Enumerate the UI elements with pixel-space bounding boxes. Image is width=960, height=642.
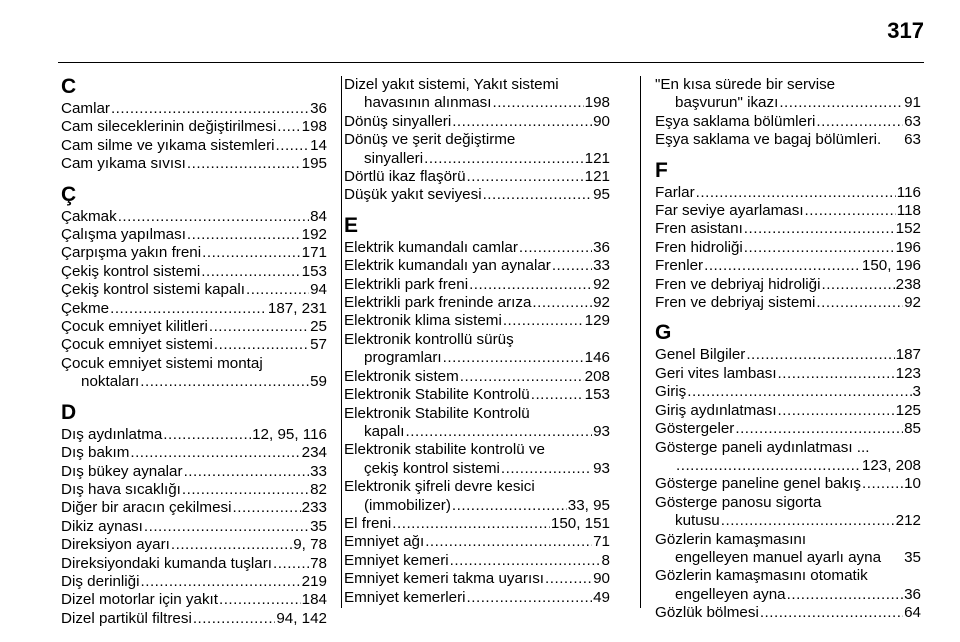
index-entry-page: 33	[593, 257, 610, 275]
index-entry-page: 208	[584, 367, 610, 385]
index-entry	[61, 518, 327, 536]
index-entry	[655, 257, 921, 275]
index-entry-page: 93	[593, 422, 610, 440]
dot-leader	[778, 402, 895, 420]
index-entry-page: 118	[896, 202, 921, 220]
index-entry-text: El freni	[344, 514, 392, 532]
index-entry-page: 36	[593, 238, 610, 256]
dot-leader	[209, 318, 309, 336]
index-entry-page: 187	[895, 346, 921, 364]
dot-leader	[760, 604, 903, 622]
index-entry-text: programları	[364, 349, 442, 367]
index-entry	[655, 402, 921, 420]
index-entry-page: 94, 142	[276, 609, 327, 627]
dot-leader	[519, 239, 592, 257]
index-entry	[344, 368, 610, 386]
dot-leader	[424, 150, 584, 168]
dot-leader	[816, 113, 903, 131]
dot-leader	[450, 552, 601, 570]
index-entry-text: engelleyen manuel ayarlı ayna	[675, 548, 882, 566]
index-entry-text: Dizel partikül filtresi	[61, 609, 192, 627]
index-entry-page: 90	[593, 570, 610, 588]
index-entry	[61, 300, 327, 318]
index-entry	[61, 318, 327, 336]
index-entry	[344, 349, 610, 367]
index-entry-text: Fren ve debriyaj sistemi	[655, 294, 816, 312]
index-entry-page: 36	[904, 585, 921, 603]
index-letter-heading: G	[655, 321, 672, 345]
index-entry	[61, 573, 327, 591]
index-entry	[344, 113, 610, 131]
index-entry	[344, 497, 610, 515]
dot-leader	[532, 294, 592, 312]
index-entry-text: kutusu	[675, 512, 720, 530]
dot-leader	[443, 349, 584, 367]
index-entry	[61, 208, 327, 226]
index-entry-line: Elektronik kontrollü sürüş	[344, 330, 514, 348]
index-entry	[344, 552, 610, 570]
index-entry	[61, 373, 327, 391]
index-entry-text: engelleyen ayna	[675, 585, 786, 603]
dot-leader	[219, 591, 301, 609]
dot-leader	[545, 570, 592, 588]
index-entry-text: Çekiş kontrol sistemi kapalı	[61, 281, 246, 299]
index-entry-page: 33	[310, 462, 327, 480]
index-entry	[344, 94, 610, 112]
index-entry-page: 14	[310, 136, 327, 154]
dot-leader	[821, 276, 894, 294]
index-entry-page: 121	[584, 168, 610, 186]
index-entry-page: 212	[895, 512, 921, 530]
index-entry-page: 10	[904, 475, 921, 493]
index-entry-text: Dikiz aynası	[61, 517, 143, 535]
index-entry	[61, 336, 327, 354]
dot-leader	[144, 518, 309, 536]
index-entry-line: Gösterge paneli aydınlatması ...	[655, 438, 870, 456]
dot-leader	[460, 368, 584, 386]
page-number: 317	[887, 18, 924, 43]
index-entry-text: Elektrikli park freninde arıza	[344, 294, 532, 312]
index-entry	[344, 515, 610, 533]
index-entry	[61, 481, 327, 499]
index-entry-text: Genel Bilgiler	[655, 346, 746, 364]
index-entry-text: Çekiş kontrol sistemi	[61, 262, 201, 280]
index-entry-text: Cam yıkama sıvısı	[61, 155, 186, 173]
dot-leader	[141, 573, 301, 591]
index-entry-page: 153	[584, 386, 610, 404]
index-entry-text: Camlar	[61, 100, 110, 117]
index-entry-page: 125	[895, 401, 921, 419]
dot-leader	[277, 118, 300, 136]
index-entry-text: Frenler	[655, 257, 704, 275]
index-entry-page: 153	[301, 262, 327, 280]
index-entry	[655, 586, 921, 604]
index-entry-page: 8	[601, 551, 610, 569]
dot-leader	[425, 533, 592, 551]
index-entry-page: 187, 231	[267, 299, 327, 317]
dot-leader	[805, 202, 896, 220]
dot-leader	[193, 610, 275, 628]
index-entry-line: Elektronik şifreli devre kesici	[344, 478, 535, 496]
index-entry-text: Dış aydınlatma	[61, 425, 163, 443]
index-entry-page: 3	[912, 383, 921, 401]
index-entry-text: Emniyet kemerleri	[344, 588, 466, 606]
index-entry-text: Çalışma yapılması	[61, 226, 186, 244]
index-entry	[344, 186, 610, 204]
index-letter-heading: D	[61, 400, 77, 424]
index-column-3	[655, 76, 921, 623]
index-entry-text: Far seviye ayarlaması	[655, 202, 804, 220]
index-entry-text: Cam silme ve yıkama sistemleri	[61, 136, 275, 154]
dot-leader	[469, 276, 592, 294]
index-entry-page: 116	[896, 183, 921, 201]
index-entry-page: 95	[593, 186, 610, 204]
index-entry-text: Dış bakım	[61, 444, 130, 462]
index-letter-heading: Ç	[61, 182, 77, 206]
index-entry	[61, 100, 327, 118]
index-entry-line: Gözlerin kamaşmasını	[655, 530, 807, 548]
index-entry	[655, 457, 921, 475]
dot-leader	[201, 263, 300, 281]
column-divider	[341, 76, 342, 608]
dot-leader	[531, 386, 584, 404]
index-entry-text: Çocuk emniyet kilitleri	[61, 318, 208, 336]
index-entry-text: Elektronik sistem	[344, 367, 459, 385]
index-entry	[655, 202, 921, 220]
index-entry-text: Çakmak	[61, 207, 117, 225]
index-entry	[655, 383, 921, 401]
index-entry-page: 129	[584, 312, 610, 330]
index-entry-page: 192	[301, 226, 327, 244]
index-letter-heading: E	[344, 213, 359, 237]
index-entry	[655, 475, 921, 493]
index-entry-text: (immobilizer)	[364, 496, 451, 514]
dot-leader	[392, 515, 550, 533]
dot-leader	[233, 499, 301, 517]
index-entry-line: "En kısa sürede bir servise	[655, 76, 836, 93]
index-entry	[655, 365, 921, 383]
dot-leader	[735, 420, 903, 438]
index-entry-text: Eşya saklama ve bagaj bölümleri.	[655, 131, 882, 149]
index-entry	[344, 239, 610, 257]
dot-leader	[467, 168, 584, 186]
index-entry	[655, 220, 921, 238]
index-entry	[61, 444, 327, 462]
index-entry-text: sinyalleri	[364, 149, 424, 167]
index-entry	[61, 499, 327, 517]
index-entry	[655, 94, 921, 112]
dot-leader	[687, 383, 911, 401]
dot-leader	[202, 244, 301, 262]
column-divider	[640, 76, 641, 608]
index-entry	[344, 294, 610, 312]
index-entry	[344, 570, 610, 588]
dot-leader	[110, 300, 267, 318]
index-entry-page: 196	[895, 238, 921, 256]
index-entry-text: Diğer bir aracın çekilmesi	[61, 499, 232, 517]
index-entry-page: 93	[593, 459, 610, 477]
index-entry	[655, 346, 921, 364]
index-entry-text: havasının alınması	[364, 94, 492, 112]
index-entry	[655, 604, 921, 622]
index-entry-page: 36	[310, 100, 327, 117]
index-entry	[344, 276, 610, 294]
dot-leader	[492, 94, 583, 112]
index-entry-page: 63	[904, 131, 921, 149]
index-entry-text: Emniyet kemeri takma uyarısı	[344, 570, 545, 588]
index-entry-line: Elektronik Stabilite Kontrolü	[344, 404, 530, 422]
index-entry-page: 91	[904, 94, 921, 112]
index-entry-text: Diş derinliği	[61, 572, 140, 590]
index-entry	[61, 426, 327, 444]
dot-leader	[130, 444, 300, 462]
index-entry-page: 195	[301, 155, 327, 173]
index-entry-line: Elektronik stabilite kontrolü ve	[344, 441, 545, 459]
index-entry	[344, 460, 610, 478]
index-entry-page: 121	[584, 149, 610, 167]
index-entry	[655, 239, 921, 257]
index-entry-page: 64	[904, 604, 921, 622]
dot-leader	[111, 100, 309, 118]
index-entry-text: Dış bükey aynalar	[61, 462, 183, 480]
index-entry-text: Gösterge paneline genel bakış	[655, 475, 862, 493]
index-entry	[344, 312, 610, 330]
index-entry-text: Fren ve debriyaj hidroliği	[655, 275, 821, 293]
index-entry	[61, 155, 327, 173]
index-entry-text: Giriş	[655, 383, 687, 401]
dot-leader	[246, 281, 309, 299]
index-entry-text: Elektronik klima sistemi	[344, 312, 502, 330]
index-entry-text: Dizel motorlar için yakıt	[61, 591, 218, 609]
index-entry-text: Dönüş sinyalleri	[344, 112, 452, 130]
index-entry-text: çekiş kontrol sistemi	[364, 459, 500, 477]
index-entry-page: 238	[895, 275, 921, 293]
index-entry-page: 184	[301, 591, 327, 609]
index-column-1	[61, 76, 327, 628]
dot-leader	[816, 294, 903, 312]
index-entry	[61, 591, 327, 609]
dot-leader	[276, 137, 310, 155]
index-column-2	[344, 76, 610, 607]
index-entry-page: 92	[904, 294, 921, 312]
dot-leader	[140, 373, 309, 391]
dot-leader	[696, 184, 896, 202]
index-entry-page: 198	[584, 94, 610, 112]
dot-leader	[744, 239, 895, 257]
index-entry	[61, 610, 327, 628]
index-entry-text: Cam sileceklerinin değiştirilmesi	[61, 118, 277, 136]
index-entry	[61, 118, 327, 136]
index-entry-page: 146	[584, 349, 610, 367]
index-entry-page: 123	[895, 364, 921, 382]
index-entry-page: 152	[895, 220, 921, 238]
index-entry-page: 92	[593, 275, 610, 293]
index-entry-text: Göstergeler	[655, 420, 735, 438]
index-entry-line: Çocuk emniyet sistemi montaj	[61, 354, 263, 372]
index-entry	[61, 555, 327, 573]
index-entry-page: 234	[301, 444, 327, 462]
index-entry-text: Geri vites lambası	[655, 364, 777, 382]
index-entry-page: 92	[593, 294, 610, 312]
index-entry-text: Düşük yakıt seviyesi	[344, 186, 482, 204]
index-entry-text: Gözlük bölmesi	[655, 604, 759, 622]
index-entry-page: 63	[904, 112, 921, 130]
index-entry	[655, 512, 921, 530]
index-entry-page: 59	[310, 373, 327, 391]
index-entry-text: noktaları	[81, 373, 140, 391]
index-entry-text: Çocuk emniyet sistemi	[61, 336, 213, 354]
index-entry	[344, 423, 610, 441]
index-entry-text: Elektrik kumandalı yan aynalar	[344, 257, 551, 275]
index-entry	[344, 168, 610, 186]
index-entry-page: 9, 78	[293, 536, 327, 554]
index-entry-page: 85	[904, 420, 921, 438]
dot-leader	[501, 460, 592, 478]
index-entry	[344, 533, 610, 551]
index-entry	[655, 184, 921, 202]
index-entry-page: 25	[310, 318, 327, 336]
index-entry-page: 78	[310, 554, 327, 572]
dot-leader	[676, 457, 861, 475]
dot-leader	[118, 208, 309, 226]
dot-leader	[452, 497, 567, 515]
index-entry-page: 90	[593, 112, 610, 130]
index-entry-page: 57	[310, 336, 327, 354]
index-entry	[344, 150, 610, 168]
dot-leader	[746, 346, 894, 364]
index-entry-text: Direksiyondaki kumanda tuşları	[61, 554, 273, 572]
index-entry	[655, 276, 921, 294]
dot-leader	[787, 586, 903, 604]
index-entry	[61, 137, 327, 155]
index-entry-page: 171	[301, 244, 327, 262]
index-entry-text: Direksiyon ayarı	[61, 536, 170, 554]
index-entry	[61, 244, 327, 262]
dot-leader	[467, 589, 593, 607]
index-entry-page: 123, 208	[861, 456, 921, 474]
index-entry	[61, 463, 327, 481]
index-entry-page: 219	[301, 572, 327, 590]
dot-leader	[452, 113, 592, 131]
index-entry-text: Elektronik Stabilite Kontrolü	[344, 386, 530, 404]
index-entry-text: başvurun" ikazı	[675, 94, 779, 112]
index-entry-page: 49	[593, 588, 610, 606]
index-entry-page: 35	[904, 548, 921, 566]
dot-leader	[184, 463, 310, 481]
dot-leader	[171, 536, 292, 554]
index-entry	[655, 420, 921, 438]
index-entry	[344, 386, 610, 404]
dot-leader	[483, 186, 593, 204]
index-entry	[344, 257, 610, 275]
dot-leader	[721, 512, 895, 530]
index-entry-page: 94	[310, 281, 327, 299]
index-entry-text: Giriş aydınlatması	[655, 401, 777, 419]
index-entry	[655, 294, 921, 312]
index-entry-page: 35	[310, 517, 327, 535]
index-entry	[61, 281, 327, 299]
dot-leader	[273, 555, 309, 573]
index-entry-page: 150, 196	[861, 257, 921, 275]
header-rule	[58, 62, 924, 63]
dot-leader	[862, 475, 903, 493]
index-entry	[655, 113, 921, 131]
index-entry-page: 12, 95, 116	[252, 425, 327, 443]
dot-leader	[187, 226, 301, 244]
index-entry-text: Emniyet kemeri	[344, 551, 449, 569]
dot-leader	[779, 94, 903, 112]
index-entry-text: Emniyet ağı	[344, 533, 425, 551]
dot-leader	[163, 426, 251, 444]
index-entry-page: 71	[593, 533, 610, 551]
index-entry-line: Gösterge panosu sigorta	[655, 493, 822, 511]
index-entry	[655, 549, 921, 567]
dot-leader	[503, 312, 584, 330]
dot-leader	[744, 220, 895, 238]
index-entry	[655, 131, 921, 149]
index-entry-page: 150, 151	[550, 514, 610, 532]
index-entry-page: 33, 95	[567, 496, 610, 514]
index-entry-line: Dönüş ve şerit değiştirme	[344, 131, 516, 149]
index-letter-heading: C	[61, 75, 77, 98]
dot-leader	[182, 481, 309, 499]
index-entry	[61, 536, 327, 554]
index-letter-heading: F	[655, 158, 668, 182]
index-entry-text: Elektrik kumandalı camlar	[344, 238, 518, 256]
index-entry-text: Dörtlü ikaz flaşörü	[344, 168, 466, 186]
index-entry-text: Dış hava sıcaklığı	[61, 480, 181, 498]
index-entry-text: Çarpışma yakın freni	[61, 244, 202, 262]
dot-leader	[778, 365, 895, 383]
index-entry	[344, 589, 610, 607]
index-entry	[61, 263, 327, 281]
index-entry-page: 82	[310, 480, 327, 498]
index-entry-text: Farlar	[655, 183, 695, 201]
index-entry-line: Dizel yakıt sistemi, Yakıt sistemi	[344, 76, 559, 93]
index-entry-text: Eşya saklama bölümleri	[655, 112, 816, 130]
index-entry-page: 233	[301, 499, 327, 517]
index-entry-page: 198	[301, 118, 327, 136]
index-entry-text: Çekme	[61, 299, 110, 317]
index-entry-text: Elektrikli park freni	[344, 275, 469, 293]
dot-leader	[406, 423, 593, 441]
index-entry-text: Fren hidroliği	[655, 238, 743, 256]
index-entry-line: Gözlerin kamaşmasını otomatik	[655, 567, 868, 585]
index-entry-page: 84	[310, 207, 327, 225]
index-entry-text: Fren asistanı	[655, 220, 743, 238]
index-entry	[61, 226, 327, 244]
dot-leader	[704, 257, 861, 275]
dot-leader	[214, 336, 309, 354]
dot-leader	[187, 155, 301, 173]
index-entry-text: kapalı	[364, 422, 405, 440]
dot-leader	[552, 257, 592, 275]
